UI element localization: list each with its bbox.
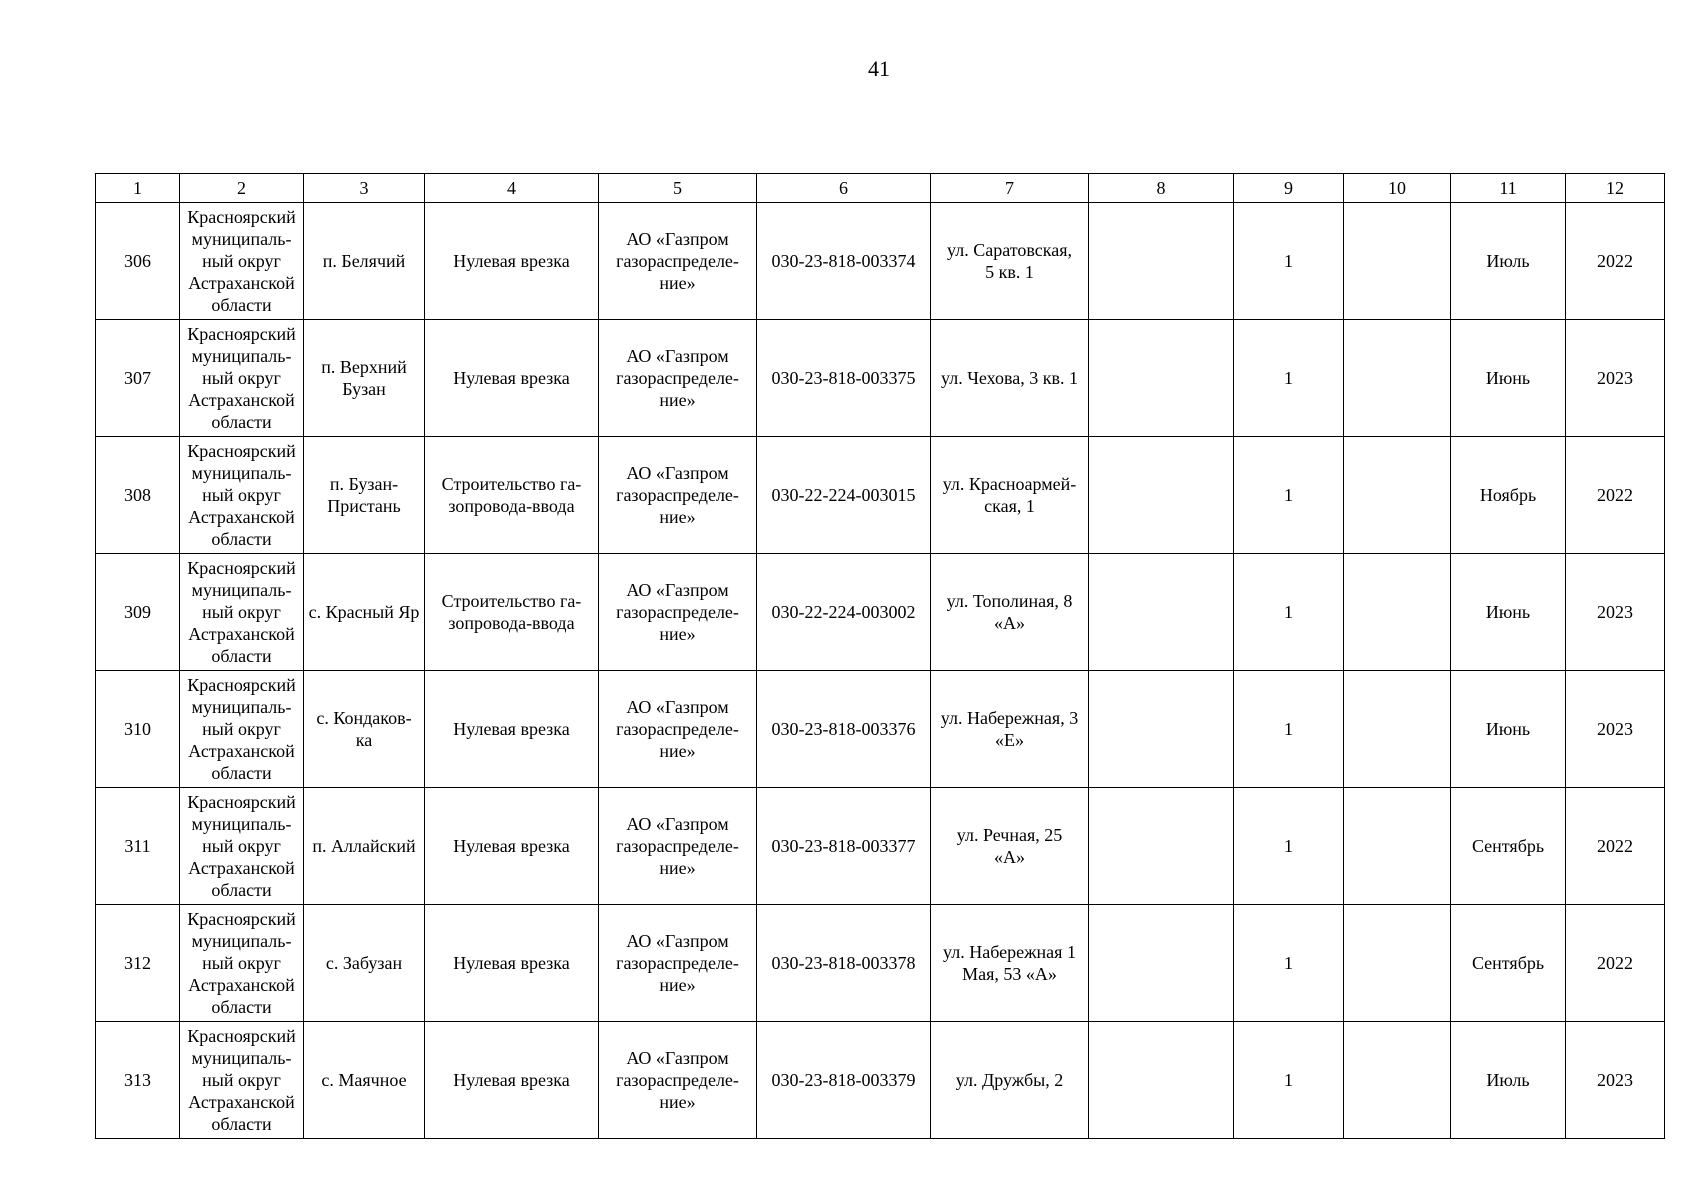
quantity-cell: 1 <box>1234 788 1344 905</box>
district-cell: Красноярский муниципаль- ный округ Астраханской области <box>180 203 304 320</box>
column-8-cell <box>1089 1022 1234 1139</box>
work-type-cell: Нулевая врезка <box>425 320 599 437</box>
column-8-cell <box>1089 671 1234 788</box>
object-code-cell: 030-22-224-003002 <box>757 554 931 671</box>
table-row <box>96 671 1665 788</box>
district-cell: Красноярский муниципаль- ный округ Астраханской области <box>180 788 304 905</box>
settlement-cell: п. Верхний Бузан <box>304 320 425 437</box>
year-cell: 2022 <box>1566 905 1665 1022</box>
work-type-cell: Нулевая врезка <box>425 671 599 788</box>
address-cell: ул. Красноармей- ская, 1 <box>931 437 1089 554</box>
year-cell: 2023 <box>1566 1022 1665 1139</box>
settlement-cell: п. Белячий <box>304 203 425 320</box>
work-type-cell: Нулевая врезка <box>425 788 599 905</box>
column-10-cell <box>1344 437 1451 554</box>
address-cell: ул. Дружбы, 2 <box>931 1022 1089 1139</box>
work-type-cell: Нулевая врезка <box>425 203 599 320</box>
organization-cell: АО «Газпром газораспределе- ние» <box>599 671 757 788</box>
column-10-cell <box>1344 203 1451 320</box>
table-row <box>96 905 1665 1022</box>
column-8-cell <box>1089 788 1234 905</box>
address-cell: ул. Чехова, 3 кв. 1 <box>931 320 1089 437</box>
column-header: 11 <box>1451 174 1566 203</box>
year-cell: 2022 <box>1566 437 1665 554</box>
district-cell: Красноярский муниципаль- ный округ Астраханской области <box>180 554 304 671</box>
row-number-cell: 312 <box>96 905 180 1022</box>
page-number: 41 <box>868 56 890 81</box>
object-code-cell: 030-22-224-003015 <box>757 437 931 554</box>
table-row <box>96 203 1665 320</box>
quantity-cell: 1 <box>1234 671 1344 788</box>
organization-cell: АО «Газпром газораспределе- ние» <box>599 554 757 671</box>
address-cell: ул. Саратовская, 5 кв. 1 <box>931 203 1089 320</box>
column-header: 2 <box>180 174 304 203</box>
settlement-cell: п. Бузан- Пристань <box>304 437 425 554</box>
year-cell: 2023 <box>1566 671 1665 788</box>
settlement-cell: с. Забузан <box>304 905 425 1022</box>
row-number-cell: 311 <box>96 788 180 905</box>
settlement-cell: п. Аллайский <box>304 788 425 905</box>
column-header: 9 <box>1234 174 1344 203</box>
column-header: 10 <box>1344 174 1451 203</box>
object-code-cell: 030-23-818-003374 <box>757 203 931 320</box>
row-number-cell: 313 <box>96 1022 180 1139</box>
quantity-cell: 1 <box>1234 554 1344 671</box>
quantity-cell: 1 <box>1234 1022 1344 1139</box>
district-cell: Красноярский муниципаль- ный округ Астраханской области <box>180 437 304 554</box>
organization-cell: АО «Газпром газораспределе- ние» <box>599 905 757 1022</box>
work-type-cell: Нулевая врезка <box>425 905 599 1022</box>
month-cell: Сентябрь <box>1451 905 1566 1022</box>
column-header: 3 <box>304 174 425 203</box>
organization-cell: АО «Газпром газораспределе- ние» <box>599 788 757 905</box>
table-row <box>96 1022 1665 1139</box>
quantity-cell: 1 <box>1234 203 1344 320</box>
column-header: 8 <box>1089 174 1234 203</box>
month-cell: Июнь <box>1451 320 1566 437</box>
column-header: 7 <box>931 174 1089 203</box>
month-cell: Июнь <box>1451 671 1566 788</box>
address-cell: ул. Набережная 1 Мая, 53 «А» <box>931 905 1089 1022</box>
column-8-cell <box>1089 554 1234 671</box>
district-cell: Красноярский муниципаль- ный округ Астраханской области <box>180 905 304 1022</box>
year-cell: 2023 <box>1566 320 1665 437</box>
month-cell: Июль <box>1451 1022 1566 1139</box>
column-8-cell <box>1089 203 1234 320</box>
month-cell: Ноябрь <box>1451 437 1566 554</box>
address-cell: ул. Речная, 25 «А» <box>931 788 1089 905</box>
data-table <box>95 173 1665 1139</box>
address-cell: ул. Набережная, 3 «Е» <box>931 671 1089 788</box>
object-code-cell: 030-23-818-003375 <box>757 320 931 437</box>
settlement-cell: с. Кондаков- ка <box>304 671 425 788</box>
district-cell: Красноярский муниципаль- ный округ Астраханской области <box>180 671 304 788</box>
table-row <box>96 320 1665 437</box>
organization-cell: АО «Газпром газораспределе- ние» <box>599 437 757 554</box>
organization-cell: АО «Газпром газораспределе- ние» <box>599 203 757 320</box>
object-code-cell: 030-23-818-003377 <box>757 788 931 905</box>
organization-cell: АО «Газпром газораспределе- ние» <box>599 1022 757 1139</box>
column-header: 5 <box>599 174 757 203</box>
row-number-cell: 309 <box>96 554 180 671</box>
address-cell: ул. Тополиная, 8 «А» <box>931 554 1089 671</box>
column-10-cell <box>1344 320 1451 437</box>
column-10-cell <box>1344 905 1451 1022</box>
year-cell: 2022 <box>1566 788 1665 905</box>
column-8-cell <box>1089 437 1234 554</box>
column-8-cell <box>1089 320 1234 437</box>
district-cell: Красноярский муниципаль- ный округ Астраханской области <box>180 1022 304 1139</box>
object-code-cell: 030-23-818-003376 <box>757 671 931 788</box>
column-header: 1 <box>96 174 180 203</box>
table-row <box>96 437 1665 554</box>
work-type-cell: Строительство га- зопровода-ввода <box>425 554 599 671</box>
column-header: 6 <box>757 174 931 203</box>
settlement-cell: с. Маячное <box>304 1022 425 1139</box>
quantity-cell: 1 <box>1234 905 1344 1022</box>
organization-cell: АО «Газпром газораспределе- ние» <box>599 320 757 437</box>
column-10-cell <box>1344 554 1451 671</box>
column-8-cell <box>1089 905 1234 1022</box>
row-number-cell: 308 <box>96 437 180 554</box>
column-10-cell <box>1344 671 1451 788</box>
quantity-cell: 1 <box>1234 437 1344 554</box>
settlement-cell: с. Красный Яр <box>304 554 425 671</box>
district-cell: Красноярский муниципаль- ный округ Астраханской области <box>180 320 304 437</box>
quantity-cell: 1 <box>1234 320 1344 437</box>
month-cell: Сентябрь <box>1451 788 1566 905</box>
column-10-cell <box>1344 788 1451 905</box>
object-code-cell: 030-23-818-003379 <box>757 1022 931 1139</box>
year-cell: 2023 <box>1566 554 1665 671</box>
month-cell: Июнь <box>1451 554 1566 671</box>
object-code-cell: 030-23-818-003378 <box>757 905 931 1022</box>
column-header: 12 <box>1566 174 1665 203</box>
row-number-cell: 310 <box>96 671 180 788</box>
month-cell: Июль <box>1451 203 1566 320</box>
column-10-cell <box>1344 1022 1451 1139</box>
work-type-cell: Нулевая врезка <box>425 1022 599 1139</box>
column-header: 4 <box>425 174 599 203</box>
row-number-cell: 307 <box>96 320 180 437</box>
work-type-cell: Строительство га- зопровода-ввода <box>425 437 599 554</box>
table-row <box>96 554 1665 671</box>
table-row <box>96 788 1665 905</box>
year-cell: 2022 <box>1566 203 1665 320</box>
row-number-cell: 306 <box>96 203 180 320</box>
table-header-row <box>96 174 1665 203</box>
